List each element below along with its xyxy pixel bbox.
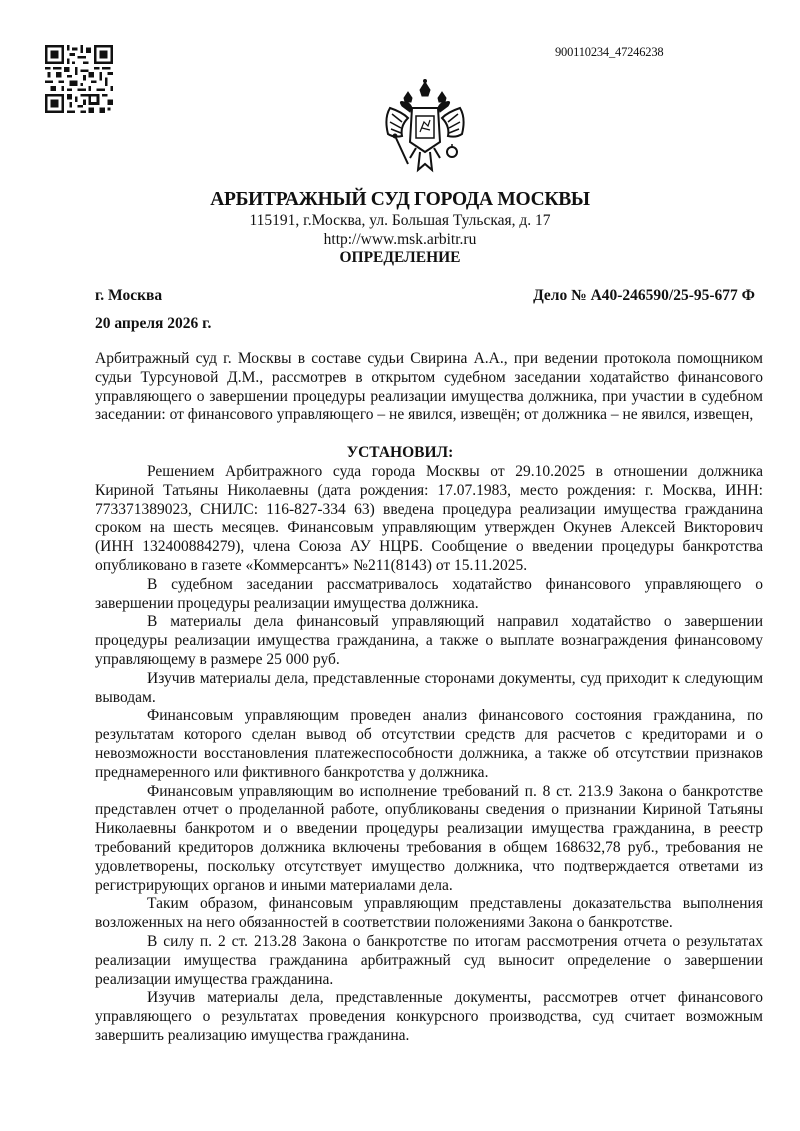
intro-paragraph xyxy=(95,350,763,425)
paragraph: Финансовым управляющим проведен анализ финансового состояния гражданина, по результатам которого сделан вывод об отсутствии средств для расчетов с кредиторами и о невозможности восстановления платежеспособности должника, а также об отсутствии признаков преднамеренного или фиктивного банкротства у должника. xyxy=(95,707,763,781)
document-id: 900110234_47246238 xyxy=(555,45,664,59)
section-title: УСТАНОВИЛ: xyxy=(346,444,454,461)
qr-code-icon xyxy=(45,45,113,113)
paragraph: Изучив материалы дела, представленные сторонами документы, суд приходит к следующим выводам. xyxy=(95,669,763,706)
city: г. Москва xyxy=(95,287,163,304)
paragraph: Финансовым управляющим во исполнение требований п. 8 ст. 213.9 Закона о банкротстве представлен отчет о проделанной работе, опубликованы сведения о признании Кириной Татьяны Николаевны банкротом и о введении процедуры реализации имущества гражданина, в реестр требований кредиторов должника включены требования в общем 168632,78 руб., требования не удовлетворены, поскольку отсутствует имущество должника, что подтверждается ответами из регистрирующих органов и иными материалами дела. xyxy=(95,782,763,894)
court-website-link[interactable]: http://www.msk.arbitr.ru xyxy=(323,231,477,248)
paragraph: В судебном заседании рассматривалось ходатайство финансового управляющего о завершении процедуры реализации имущества должника. xyxy=(95,575,763,612)
court-name: АРБИТРАЖНЫЙ СУД ГОРОДА МОСКВЫ xyxy=(210,189,590,210)
paragraph: Таким образом, финансовым управляющим представлены доказательства выполнения возложенных на него обязанностей в соответствии положениями Закона о банкротстве. xyxy=(95,895,763,932)
case-number: Дело № А40-246590/25-95-677 Ф xyxy=(533,287,755,304)
document-date: 20 апреля 2026 г. xyxy=(95,315,212,332)
court-address: 115191, г.Москва, ул. Большая Тульская, д. 17 xyxy=(249,212,551,229)
paragraph: В материалы дела финансовый управляющий направил ходатайство о завершении процедуры реализации имущества гражданина, а также о выплате вознаграждения финансовому управляющему в размере 25 000 руб. xyxy=(95,613,763,668)
paragraph: В силу п. 2 ст. 213.28 Закона о банкротстве по итогам рассмотрения отчета о результатах реализации имущества гражданина арбитражный суд выносит определение о завершении реализации имущества гражданина. xyxy=(95,932,763,988)
intro-text: Арбитражный суд г. Москвы в составе судьи Свирина А.А., при ведении протокола помощником судьи Турсуновой Д.М., рассмотрев в открытом судебном заседании ходатайство финансового управляющего о завершении процедуры реализации имущества должника, при участии в судебном заседании: от финансового управляющего – не явился, извещён; от должника – не явился, извещен, xyxy=(95,350,763,424)
document-type: ОПРЕДЕЛЕНИЕ xyxy=(339,249,461,266)
coat-of-arms-russia-icon xyxy=(380,78,470,178)
paragraph: Изучив материалы дела, представленные документы, рассмотрев отчет финансового управляющего о результатах проведения конкурсного производства, суд считает возможным завершить реализацию имущества гражданина. xyxy=(95,989,763,1044)
paragraph: Решением Арбитражного суда города Москвы от 29.10.2025 в отношении должника Кириной Татьяны Николаевны (дата рождения: 17.07.1983, место рождения: г. Москва, ИНН: 773371389023, СНИЛС: 116-827-334 63) введена процедура реализации имущества гражданина сроком на шесть месяцев. Финансовым управляющим утвержден Окунев Алексей Викторович (ИНН 132400884279), члена Союза АУ НЦРБ. Сообщение о введении процедуры банкротства опубликовано в газете «Коммерсантъ» №211(8143) от 15.11.2025. xyxy=(95,463,763,574)
main-body xyxy=(95,463,763,1046)
